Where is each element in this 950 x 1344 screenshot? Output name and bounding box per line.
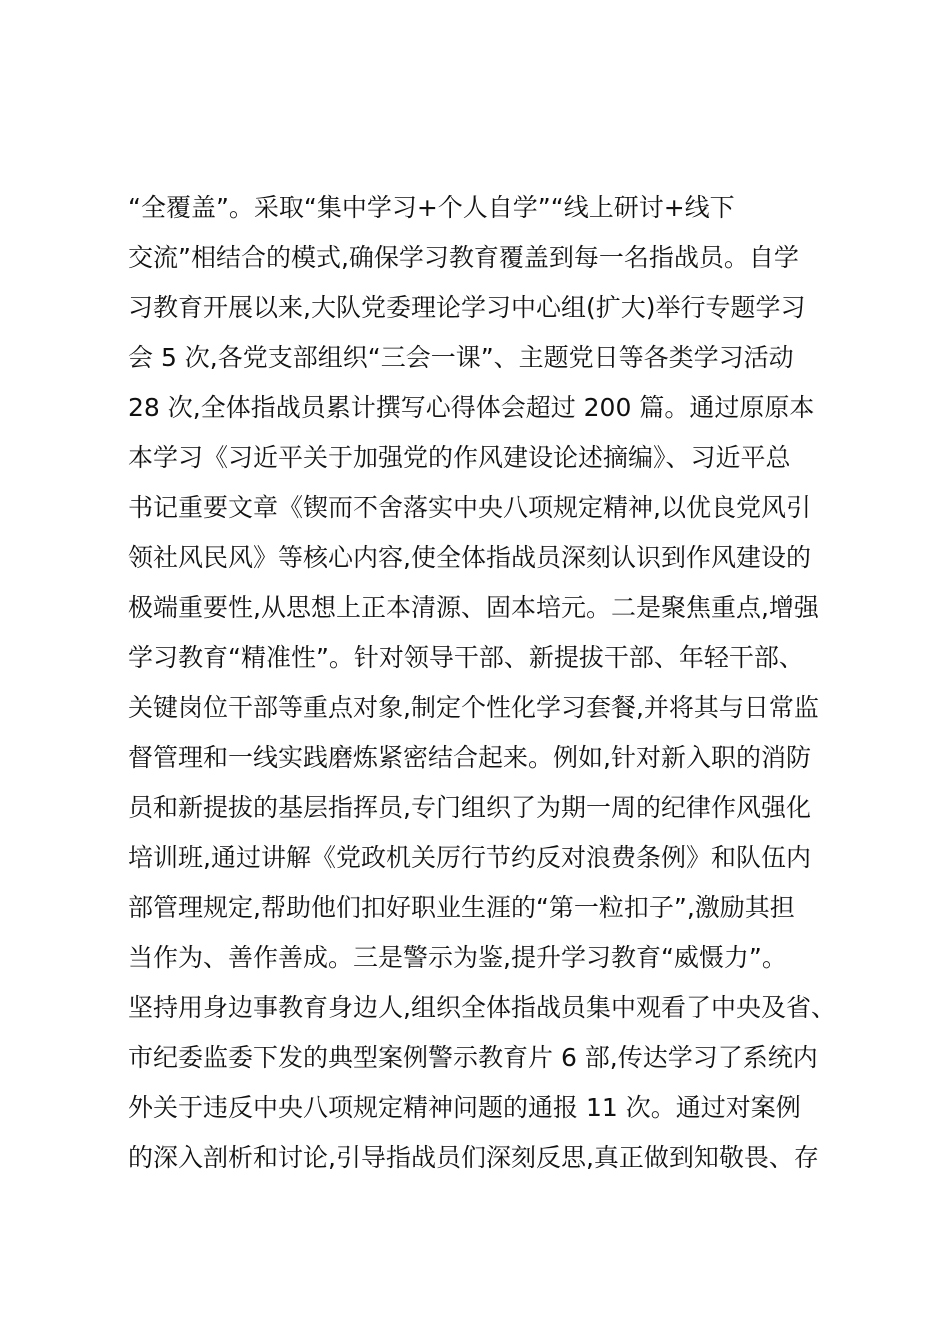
text-line: 市纪委监委下发的典型案例警示教育片 6 部,传达学习了系统内: [128, 1043, 818, 1072]
text-line: 习教育开展以来,大队党委理论学习中心组(扩大)举行专题学习: [128, 293, 806, 322]
text-line: 员和新提拔的基层指挥员,专门组织了为期一周的纪律作风强化: [128, 793, 811, 822]
text-line: 书记重要文章《锲而不舍落实中央八项规定精神,以优良党风引: [128, 493, 811, 522]
text-line: 培训班,通过讲解《党政机关厉行节约反对浪费条例》和队伍内: [128, 843, 811, 872]
text-line: 28 次,全体指战员累计撰写心得体会超过 200 篇。通过原原本: [128, 393, 815, 422]
text-line: 坚持用身边事教育身边人,组织全体指战员集中观看了中央及省、: [128, 993, 836, 1022]
text-line: 会 5 次,各党支部组织“三会一课”、主题党日等各类学习活动: [128, 343, 794, 372]
text-line: 督管理和一线实践磨炼紧密结合起来。例如,针对新入职的消防: [128, 743, 811, 772]
text-line: 部管理规定,帮助他们扣好职业生涯的“第一粒扣子”,激励其担: [128, 893, 795, 922]
text-line: 交流”相结合的模式,确保学习教育覆盖到每一名指战员。自学: [128, 243, 799, 272]
text-line: 的深入剖析和讨论,引导指战员们深刻反思,真正做到知敬畏、存: [128, 1143, 819, 1172]
text-line: 当作为、善作善成。三是警示为鉴,提升学习教育“威慑力”。: [128, 943, 787, 972]
text-line: “全覆盖”。采取“集中学习+个人自学”“线上研讨+线下: [128, 193, 735, 222]
text-line: 本学习《习近平关于加强党的作风建设论述摘编》、习近平总: [128, 443, 791, 472]
text-line: 外关于违反中央八项规定精神问题的通报 11 次。通过对案例: [128, 1093, 801, 1122]
text-line: 学习教育“精准性”。针对领导干部、新提拔干部、年轻干部、: [128, 643, 804, 672]
text-line: 领社风民风》等核心内容,使全体指战员深刻认识到作风建设的: [128, 543, 811, 572]
text-line: 极端重要性,从思想上正本清源、固本培元。二是聚焦重点,增强: [128, 593, 819, 622]
body-text: [128, 183, 848, 1183]
text-line: 关键岗位干部等重点对象,制定个性化学习套餐,并将其与日常监: [128, 693, 819, 722]
